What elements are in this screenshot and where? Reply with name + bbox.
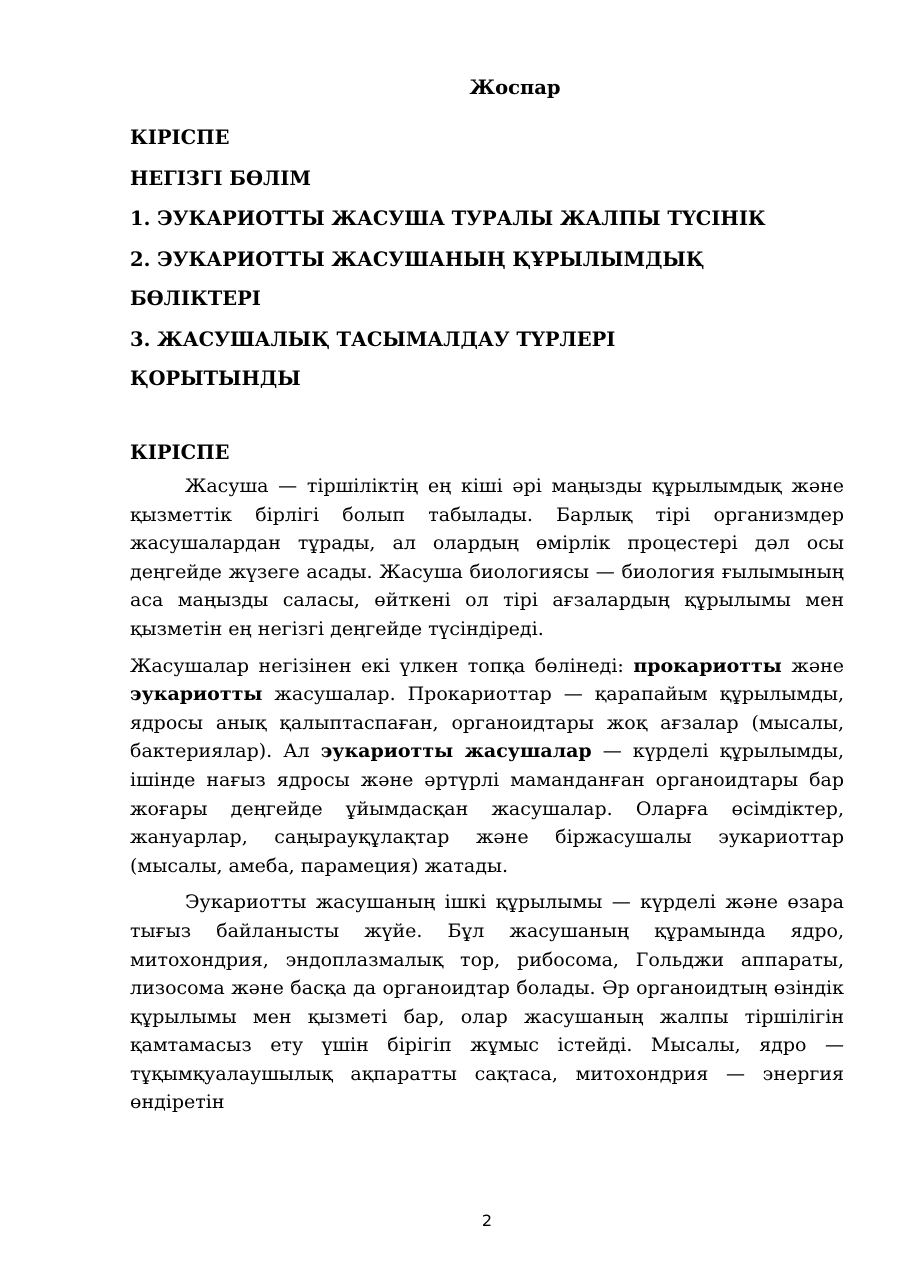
paragraph-2-text-2: және [781, 654, 844, 677]
toc-item-section-3: 3. ЖАСУШАЛЫҚ ТАСЫМАЛДАУ ТҮРЛЕРІ [130, 328, 616, 351]
term-eukaryotic-cells: эукариотты жасушалар [320, 740, 592, 763]
toc-item-section-2: 2. ЭУКАРИОТТЫ ЖАСУШАНЫҢ ҚҰРЫЛЫМДЫҚ [130, 248, 705, 271]
toc-item-section-1: 1. ЭУКАРИОТТЫ ЖАСУША ТУРАЛЫ ЖАЛПЫ ТҮСІНІК [130, 207, 766, 230]
paragraph-2-text-3: жасушалар. Прокариоттар — қарапайым құрылымды, ядросы анық қалыптаспаған, органоидтары жоқ ағзалар (мысалы, бактериялар). Ал [130, 683, 844, 763]
paragraph-2-text-1: Жасушалар негізінен екі үлкен топқа бөлінеді: [130, 654, 634, 677]
toc-item-conclusion: ҚОРЫТЫНДЫ [130, 367, 301, 390]
intro-paragraph-3: Эукариотты жасушаның ішкі құрылымы — күрделі және өзара тығыз байланысты жүйе. Бұл жасушаның құрамында ядро, митохондрия, эндоплазмалық тор, рибосома, Гольджи аппараты, лизосома және басқа да органоидтар болады. Әр органоидтың өзіндік құрылымы мен қызметі бар, олар жасушаның жалпы тіршілігін қамтамасыз ету үшін бірігіп жұмыс істейді. Мысалы, ядро — тұқымқуалаушылық ақпаратты сақтаса, митохондрия — энергия өндіретін [130, 891, 844, 1114]
page-number: 2 [481, 1211, 493, 1230]
intro-paragraph-2 [130, 652, 844, 881]
term-prokaryotic: прокариотты [633, 654, 782, 677]
intro-heading: КІРІСПЕ [130, 441, 230, 464]
intro-paragraph-1: Жасуша — тіршіліктің ең кіші әрі маңызды құрылымдық және қызметтік бірлігі болып табылады. Барлық тірі организмдер жасушалардан тұрады, ал олардың өмірлік процестері дәл осы деңгейде жүзеге асады. Жасуша биологиясы — биология ғылымының аса маңызды саласы, өйткені ол тірі ағзалардың құрылымы мен қызметін ең негізгі деңгейде түсіндіреді. [130, 475, 844, 640]
plan-title: Жоспар [469, 76, 561, 99]
paragraph-2-text-4: — күрделі құрылымды, ішінде нағыз ядросы және әртүрлі маманданған органоидтары бар жоғары деңгейде ұйымдасқан жасушалар. Оларға өсімдіктер, жануарлар, саңырауқұлақтар және біржасушалы эукариоттар (мысалы, амеба, парамеция) жатады. [130, 740, 844, 877]
term-eukaryotic: эукариотты [130, 683, 263, 706]
toc-item-intro: КІРІСПЕ [130, 126, 230, 149]
intro-body [130, 472, 844, 1117]
toc-item-main-part: НЕГІЗГІ БӨЛІМ [130, 167, 311, 190]
table-of-contents [130, 124, 844, 393]
toc-item-section-2-continued: БӨЛІКТЕРІ [130, 287, 261, 310]
